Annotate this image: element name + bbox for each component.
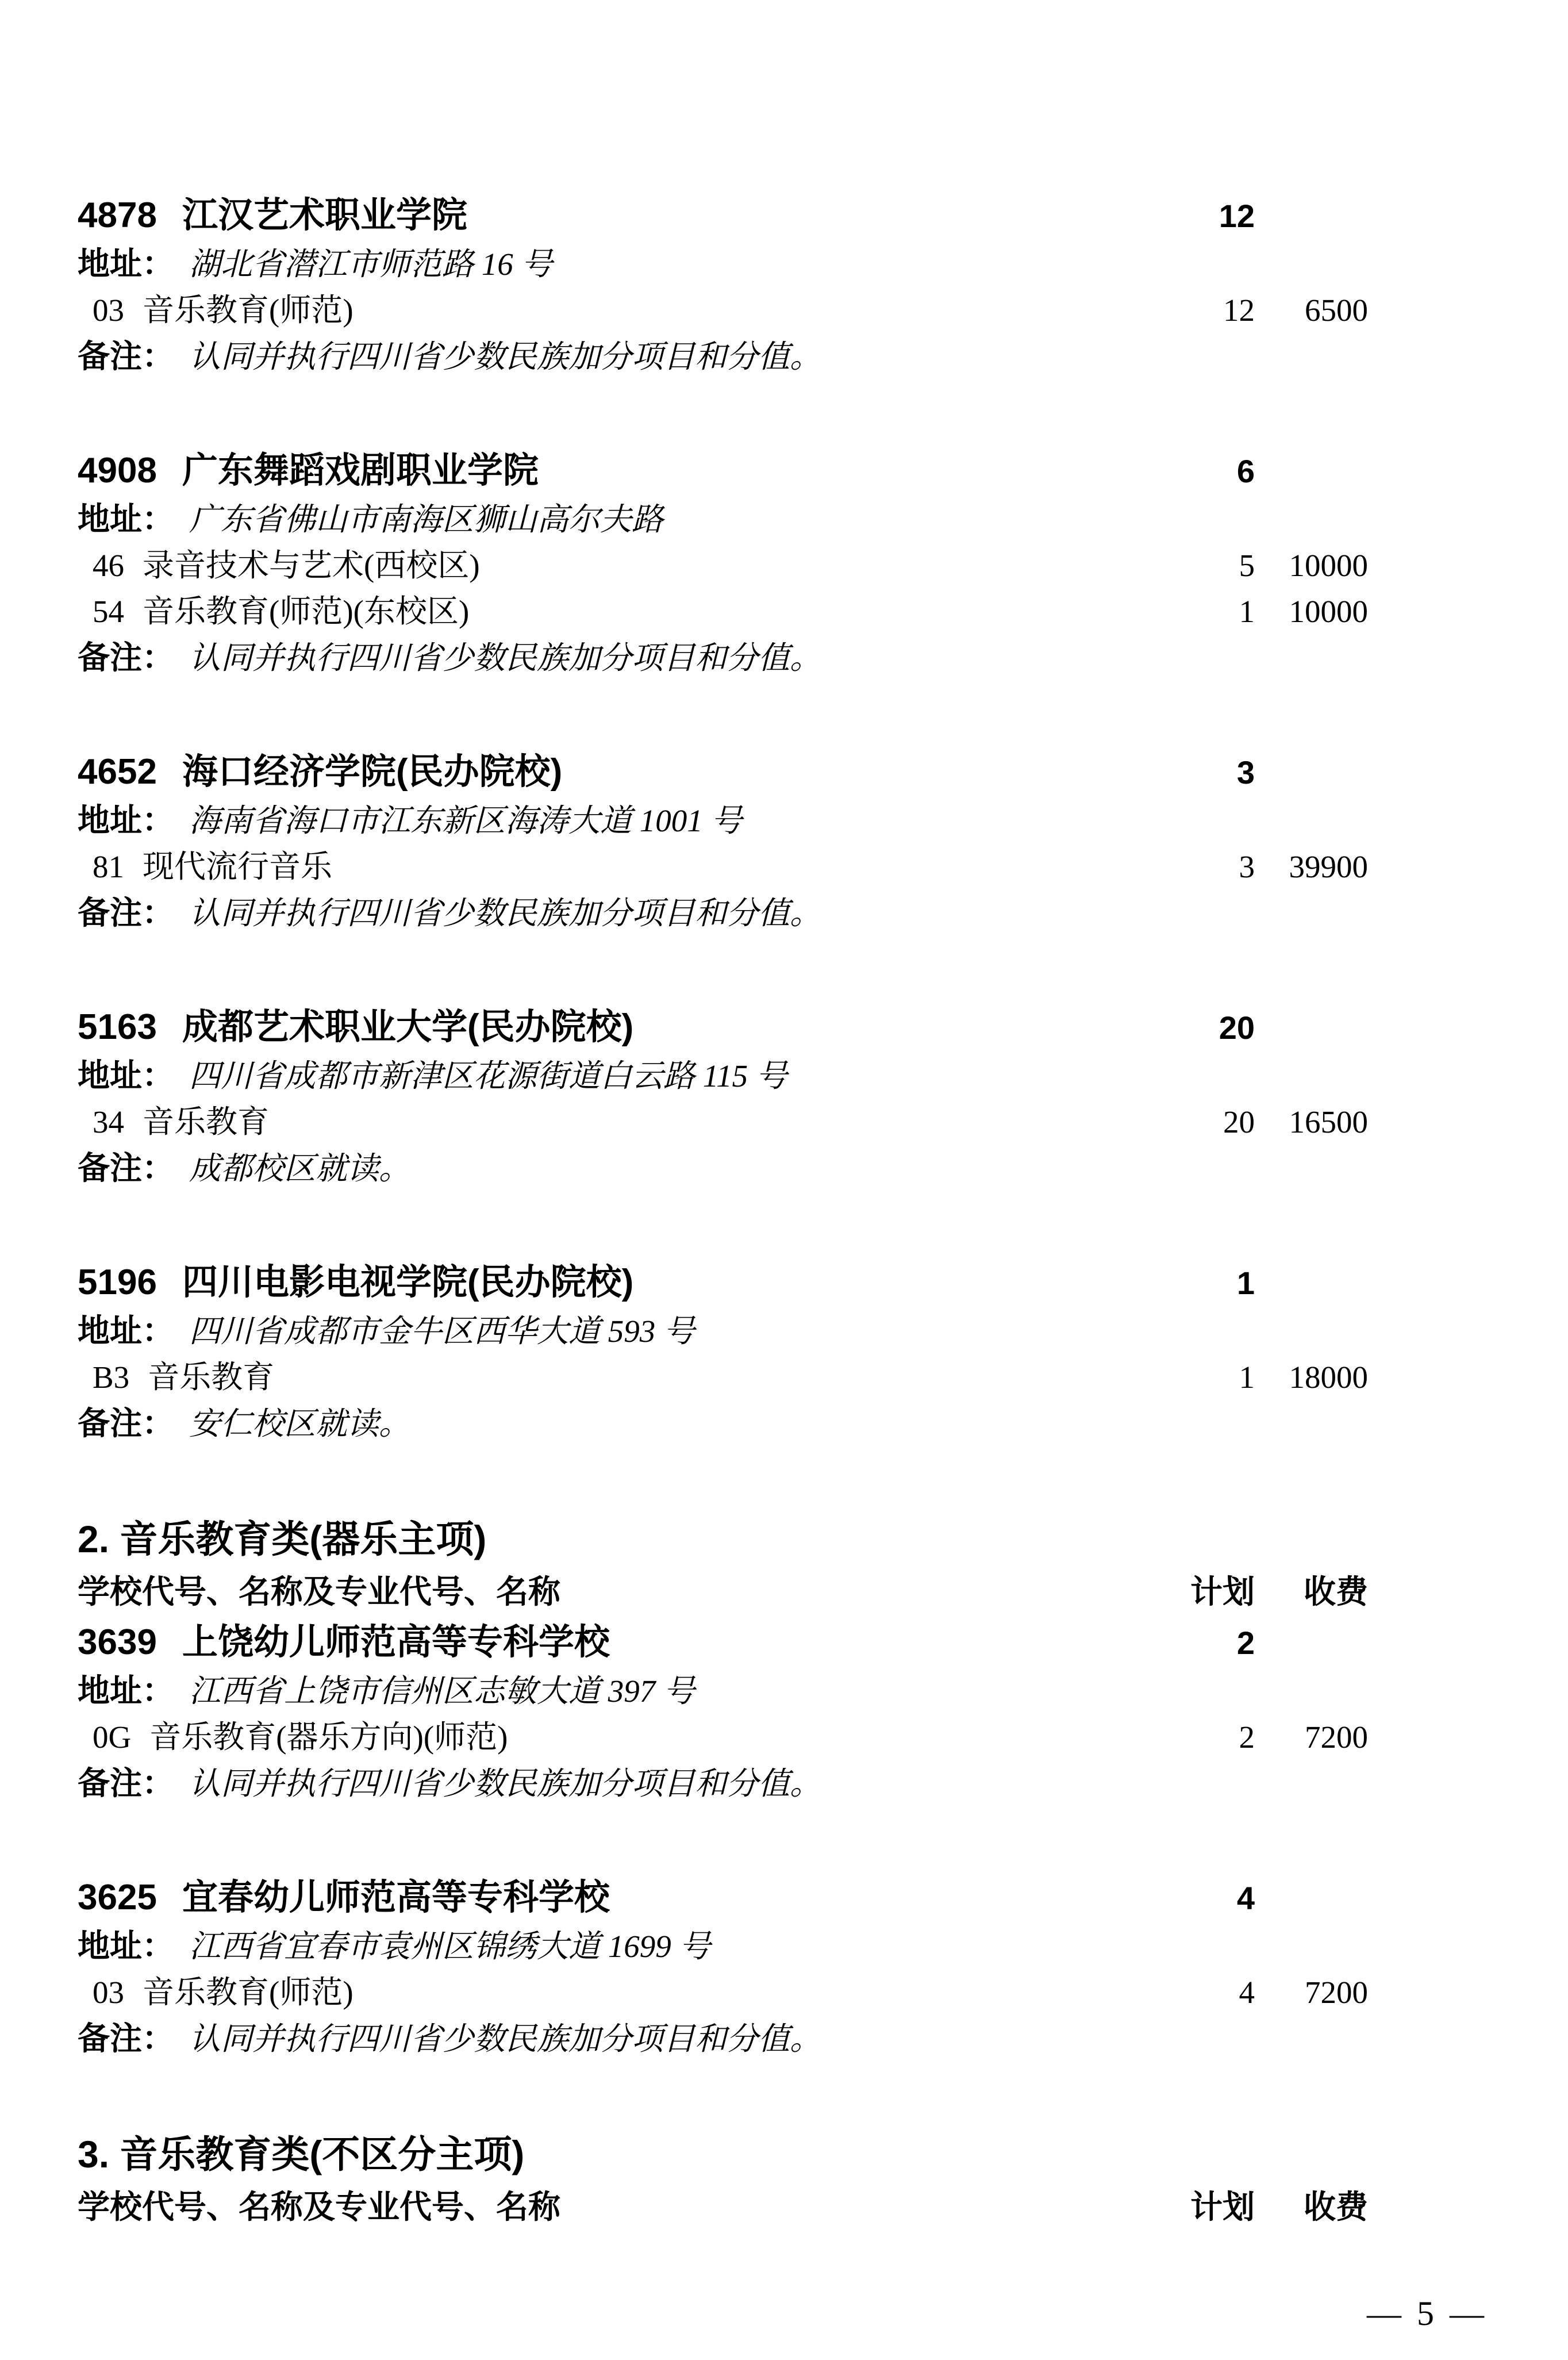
- section-header: [78, 1513, 1368, 1565]
- note-row: [78, 635, 1368, 681]
- address-text: 四川省成都市金牛区西华大道 593 号: [189, 1314, 695, 1349]
- school-name: 上饶幼儿师范高等专科学校: [182, 1622, 610, 1662]
- school-entry: [78, 1258, 1368, 1447]
- major-row: [78, 844, 1368, 890]
- note-row: [78, 333, 1368, 380]
- school-plan-value: 1: [1236, 1265, 1255, 1301]
- major-plan-value: 3: [1239, 849, 1255, 884]
- address-row: [78, 1308, 1368, 1354]
- major-row: [78, 589, 1368, 635]
- note-text: 认同并执行四川省少数民族加分项目和分值。: [189, 640, 822, 676]
- note-label: 备注：: [78, 1765, 174, 1801]
- note-line: [78, 890, 1169, 937]
- school-row: [78, 191, 1368, 241]
- majors-list: [78, 287, 1368, 333]
- majors-list: [78, 844, 1368, 890]
- address-row: [78, 1053, 1368, 1099]
- major-plan-value: 20: [1223, 1104, 1255, 1139]
- note-line: [78, 1400, 1169, 1447]
- majors-list: [78, 543, 1368, 635]
- school-row: [78, 1258, 1368, 1308]
- major-fee-value: 18000: [1289, 1360, 1368, 1395]
- document-content: [78, 191, 1368, 2233]
- major-line: [93, 1099, 1169, 1145]
- major-line: [93, 287, 1169, 333]
- major-name: 音乐教育(师范): [143, 293, 353, 328]
- address-text: 江西省上饶市信州区志敏大道 397 号: [189, 1674, 695, 1709]
- note-line: [78, 635, 1169, 681]
- major-row: [78, 543, 1368, 589]
- school-name: 四川电影电视学院(民办院校): [182, 1262, 634, 1302]
- major-row: [78, 1714, 1368, 1760]
- major-line: [93, 1714, 1169, 1760]
- majors-list: [78, 1970, 1368, 2016]
- major-row: [78, 287, 1368, 333]
- major-name: 音乐教育(器乐方向)(师范): [149, 1720, 508, 1755]
- section-header: [78, 2128, 1368, 2180]
- note-row: [78, 2016, 1368, 2062]
- major-fee-value: 16500: [1289, 1104, 1368, 1139]
- section-header-text: 2. 音乐教育类(器乐主项): [78, 1518, 487, 1560]
- school-plan-value: 20: [1219, 1010, 1255, 1046]
- school-row: [78, 747, 1368, 797]
- school-row: [78, 1873, 1368, 1923]
- school-plan-value: 12: [1219, 198, 1255, 234]
- major-name: 音乐教育(师范): [143, 1975, 353, 2010]
- school-title: [78, 446, 1169, 496]
- major-line: [93, 844, 1169, 890]
- school-entry: [78, 1873, 1368, 2062]
- major-name: 音乐教育: [148, 1360, 275, 1395]
- major-line: [93, 1970, 1169, 2016]
- school-title: [78, 1618, 1169, 1667]
- school-entry: [78, 1003, 1368, 1192]
- address-label: 地址：: [78, 802, 174, 838]
- note-row: [78, 1760, 1368, 1807]
- address-row: [78, 1923, 1368, 1970]
- major-row: [78, 1970, 1368, 2016]
- note-text: 成都校区就读。: [189, 1151, 411, 1186]
- note-label: 备注：: [78, 1150, 174, 1186]
- note-text: 安仁校区就读。: [189, 1406, 411, 1441]
- address-text: 海南省海口市江东新区海涛大道 1001 号: [189, 803, 743, 838]
- major-name: 现代流行音乐: [143, 849, 333, 884]
- address-text: 湖北省潜江市师范路 16 号: [189, 247, 553, 282]
- school-code: 3625: [78, 1878, 157, 1917]
- school-code: 4878: [78, 195, 157, 235]
- school-name: 成都艺术职业大学(民办院校): [182, 1007, 634, 1047]
- school-code: 3639: [78, 1622, 157, 1662]
- major-fee-value: 7200: [1305, 1975, 1368, 2010]
- page-number: — 5 —: [1367, 2294, 1488, 2332]
- major-fee-value: 7200: [1305, 1720, 1368, 1755]
- address-line: [78, 1308, 1169, 1354]
- school-code: 4908: [78, 451, 157, 490]
- school-name: 宜春幼儿师范高等专科学校: [182, 1878, 610, 1917]
- school-title: [78, 747, 1169, 797]
- major-plan-value: 1: [1239, 594, 1255, 629]
- school-plan-value: 2: [1236, 1625, 1255, 1661]
- address-text: 四川省成都市新津区花源街道白云路 115 号: [189, 1058, 787, 1093]
- major-line: [93, 589, 1169, 635]
- school-code: 5163: [78, 1007, 157, 1047]
- school-title: [78, 191, 1169, 240]
- major-code: 03: [93, 1975, 124, 2010]
- address-line: [78, 797, 1169, 844]
- major-fee-value: 10000: [1289, 548, 1368, 583]
- majors-list: [78, 1099, 1368, 1145]
- note-label: 备注：: [78, 2020, 174, 2056]
- table-header-fee: 收费: [1304, 1574, 1368, 1610]
- address-label: 地址：: [78, 1672, 174, 1709]
- school-row: [78, 446, 1368, 496]
- note-label: 备注：: [78, 895, 174, 931]
- note-row: [78, 1145, 1368, 1192]
- table-header-name: 学校代号、名称及专业代号、名称: [78, 1574, 560, 1610]
- major-code: B3: [93, 1360, 130, 1395]
- address-line: [78, 241, 1169, 287]
- address-row: [78, 1668, 1368, 1714]
- school-code: 4652: [78, 752, 157, 792]
- address-line: [78, 1668, 1169, 1714]
- note-text: 认同并执行四川省少数民族加分项目和分值。: [189, 896, 822, 931]
- note-text: 认同并执行四川省少数民族加分项目和分值。: [189, 339, 822, 374]
- major-row: [78, 1099, 1368, 1145]
- school-row: [78, 1003, 1368, 1053]
- address-line: [78, 496, 1169, 543]
- major-code: 46: [93, 548, 124, 583]
- note-row: [78, 890, 1368, 937]
- major-name: 录音技术与艺术(西校区): [143, 548, 480, 583]
- school-plan-value: 3: [1236, 754, 1255, 790]
- note-line: [78, 1145, 1169, 1192]
- school-title: [78, 1873, 1169, 1922]
- address-row: [78, 496, 1368, 543]
- major-name: 音乐教育(师范)(东校区): [143, 594, 470, 629]
- school-title: [78, 1003, 1169, 1052]
- major-plan-value: 4: [1239, 1975, 1255, 2010]
- school-entry: [78, 191, 1368, 380]
- address-label: 地址：: [78, 1057, 174, 1093]
- school-name: 江汉艺术职业学院: [182, 195, 467, 235]
- address-row: [78, 797, 1368, 844]
- note-label: 备注：: [78, 639, 174, 676]
- majors-list: [78, 1714, 1368, 1760]
- table-header-plan: 计划: [1190, 2189, 1255, 2225]
- school-entry: [78, 747, 1368, 937]
- address-row: [78, 241, 1368, 287]
- major-name: 音乐教育: [143, 1104, 270, 1139]
- school-entry: [78, 446, 1368, 681]
- note-text: 认同并执行四川省少数民族加分项目和分值。: [189, 2021, 822, 2056]
- address-line: [78, 1923, 1169, 1970]
- section-header-text: 3. 音乐教育类(不区分主项): [78, 2133, 525, 2175]
- major-code: 54: [93, 594, 124, 629]
- major-fee-value: 39900: [1289, 849, 1368, 884]
- address-text: 广东省佛山市南海区狮山高尔夫路: [189, 502, 664, 537]
- major-code: 34: [93, 1104, 124, 1139]
- major-plan-value: 2: [1239, 1720, 1255, 1755]
- table-header-plan: 计划: [1190, 1574, 1255, 1610]
- school-name: 海口经济学院(民办院校): [182, 752, 563, 792]
- note-label: 备注：: [78, 338, 174, 374]
- note-line: [78, 333, 1169, 380]
- school-name: 广东舞蹈戏剧职业学院: [182, 451, 539, 490]
- major-plan-value: 12: [1223, 293, 1255, 328]
- address-label: 地址：: [78, 245, 174, 282]
- major-fee-value: 6500: [1305, 293, 1368, 328]
- major-fee-value: 10000: [1289, 594, 1368, 629]
- major-line: [93, 543, 1169, 589]
- address-label: 地址：: [78, 1928, 174, 1964]
- address-text: 江西省宜春市袁州区锦绣大道 1699 号: [189, 1929, 711, 1964]
- note-text: 认同并执行四川省少数民族加分项目和分值。: [189, 1766, 822, 1801]
- major-plan-value: 1: [1239, 1360, 1255, 1395]
- majors-list: [78, 1354, 1368, 1400]
- major-line: [93, 1354, 1169, 1400]
- school-plan-value: 4: [1236, 1880, 1255, 1916]
- address-label: 地址：: [78, 501, 174, 537]
- table-header-row: [78, 2184, 1368, 2231]
- school-entry: [78, 1618, 1368, 1807]
- table-header-fee: 收费: [1304, 2189, 1368, 2225]
- major-code: 03: [93, 293, 124, 328]
- note-row: [78, 1400, 1368, 1447]
- note-label: 备注：: [78, 1405, 174, 1441]
- school-title: [78, 1258, 1169, 1307]
- school-row: [78, 1618, 1368, 1668]
- table-header-name: 学校代号、名称及专业代号、名称: [78, 2189, 560, 2225]
- table-header-row: [78, 1568, 1368, 1615]
- note-line: [78, 2016, 1169, 2062]
- school-plan-value: 6: [1236, 453, 1255, 489]
- address-label: 地址：: [78, 1313, 174, 1349]
- major-row: [78, 1354, 1368, 1400]
- note-line: [78, 1760, 1169, 1807]
- major-code: 0G: [93, 1720, 132, 1755]
- major-plan-value: 5: [1239, 548, 1255, 583]
- school-code: 5196: [78, 1262, 157, 1302]
- major-code: 81: [93, 849, 124, 884]
- address-line: [78, 1053, 1169, 1099]
